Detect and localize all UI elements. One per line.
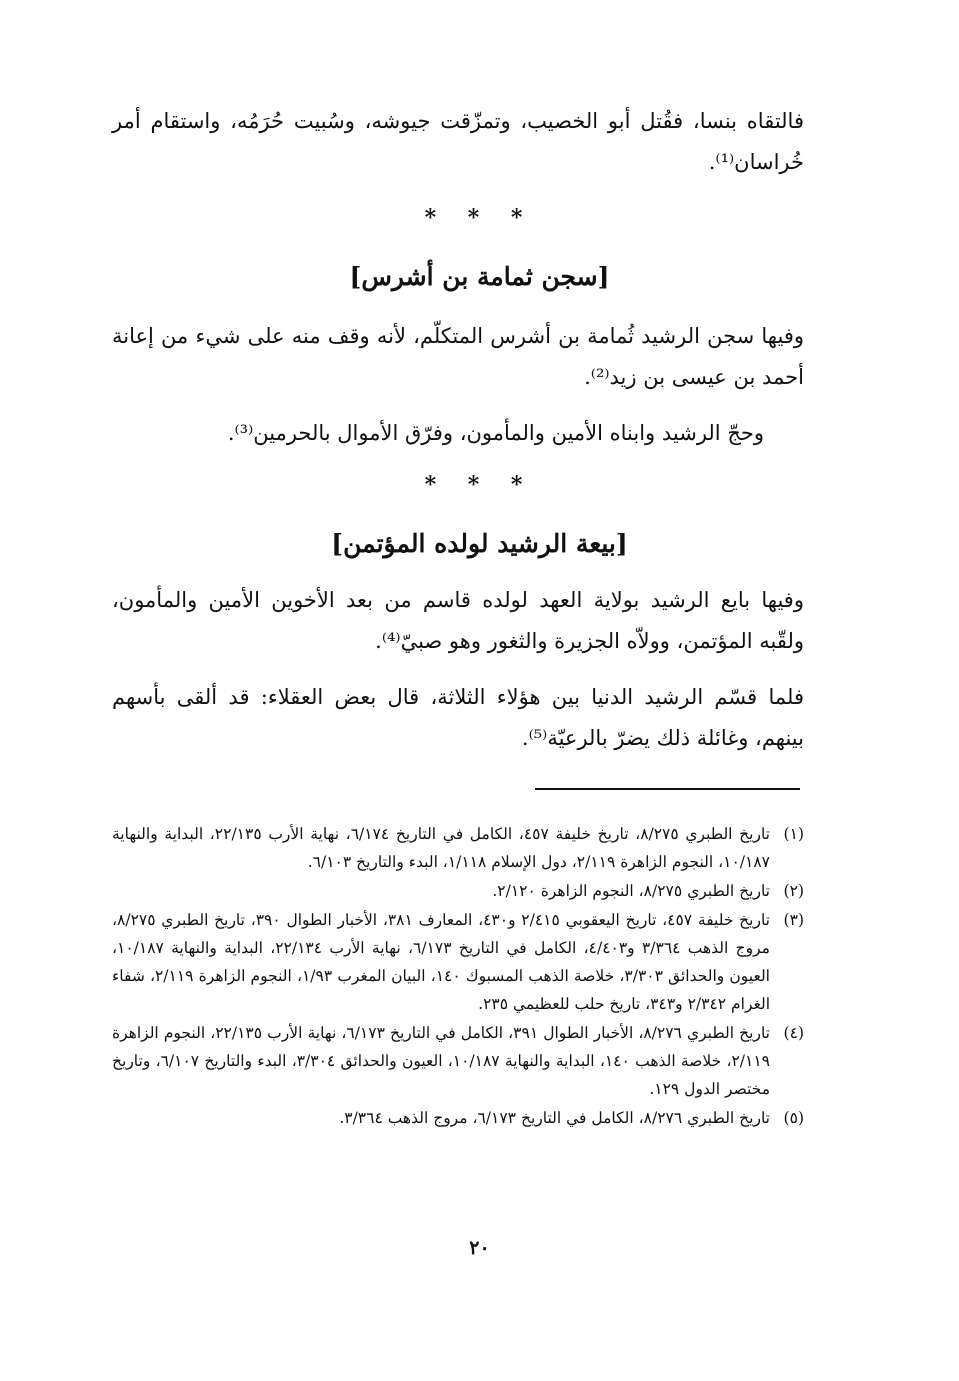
footnote-item (112, 820, 804, 876)
section-heading-thumama: [سجن ثمامة بن أشرس] (349, 262, 610, 291)
section-separator-stars: * * * (424, 472, 535, 498)
footnote-text: تاريخ خليفة ٤٥٧، تاريخ اليعقوبي ٢/٤١٥ و٤٣٠، المعارف ٣٨١، الأخبار الطوال ٣٩٠، تاريخ الطبري ٨/٢٧٥، مروج الذهب ٣/٣٦٤ و٤/٤٠٣، الكامل في التاريخ ٦/١٧٣، نهاية الأرب ٢٢/١٣٤، البداية والنهاية ١٠/١٨٧، العيون والحدائق ٣/٣٠٣، خلاصة الذهب المسبوك ١٤٠، البيان المغرب ١/٩٣، النجوم الزاهرة ٢/١١٩، شفاء الغرام ٢/٣٤٢ و٣٤٣، تاريخ حلب للعظيمي ٢٣٥. (112, 911, 770, 1013)
footnote-number: (٤) (783, 1024, 804, 1042)
footnote-divider (535, 788, 800, 790)
section-separator-stars: * * * (424, 205, 535, 231)
page-number: ٢٠ (469, 1237, 490, 1259)
section-heading-mutamin: [بيعة الرشيد لولده المؤتمن] (331, 529, 628, 558)
footnote-number: (٥) (783, 1109, 804, 1127)
footnote-item (112, 877, 804, 905)
footnote-text: تاريخ الطبري ٨/٢٧٥، النجوم الزاهرة ٢/١٢٠. (492, 882, 770, 900)
footnote-number: (٢) (783, 882, 804, 900)
footnote-number: (٣) (783, 911, 804, 929)
paragraph-hajj: وحجّ الرشيد وابناه الأمين والمأمون، وفرّق الأموال بالحرمين⁽³⁾. (227, 421, 764, 445)
footnote-item (112, 906, 804, 1018)
footnotes-section (112, 820, 804, 1133)
paragraph-mutamin-pledge: وفيها بايع الرشيد بولاية العهد لولده قاسم من بعد الأخوين الأمين والمأمون، ولقّبه المؤتمن، وولاّه الجزيرة والثغور وهو صبيّ⁽⁴⁾. (112, 588, 804, 653)
paragraph-thumama-prison: وفيها سجن الرشيد ثُمامة بن أشرس المتكلّم، لأنه وقف منه على شيء من إعانة أحمد بن عيسى بن زيد⁽²⁾. (112, 324, 804, 389)
footnote-text: تاريخ الطبري ٨/٢٧٥، تاريخ خليفة ٤٥٧، الكامل في التاريخ ٦/١٧٤، نهاية الأرب ٢٢/١٣٥، البداية والنهاية ١٠/١٨٧، النجوم الزاهرة ٢/١١٩، دول الإسلام ١/١١٨، البدء والتاريخ ٦/١٠٣. (112, 825, 770, 871)
paragraph-khurasan: فالتقاه بنسا، فقُتل أبو الخصيب، وتمزّقت جيوشه، وسُبيت حُرَمُه، واستقام أمر خُراسان⁽¹⁾. (112, 109, 804, 174)
footnote-text: تاريخ الطبري ٨/٢٧٦، الأخبار الطوال ٣٩١، الكامل في التاريخ ٦/١٧٣، نهاية الأرب ٢٢/١٣٥، النجوم الزاهرة ٢/١١٩، خلاصة الذهب ١٤٠، البداية والنهاية ١٠/١٨٧، العيون والحدائق ٣/٣٠٤، البدء والتاريخ ٦/١٠٧، وتاريخ مختصر الدول ١٢٩. (112, 1024, 770, 1098)
footnote-item (112, 1019, 804, 1103)
footnote-item (112, 1104, 804, 1132)
footnote-text: تاريخ الطبري ٨/٢٧٦، الكامل في التاريخ ٦/١٧٣، مروج الذهب ٣/٣٦٤. (339, 1109, 770, 1127)
paragraph-division: فلما قسّم الرشيد الدنيا بين هؤلاء الثلاثة، قال بعض العقلاء: قد ألقى بأسهم بينهم، وغائلة ذلك يضرّ بالرعيّة⁽⁵⁾. (112, 685, 804, 750)
footnote-number: (١) (783, 825, 804, 843)
